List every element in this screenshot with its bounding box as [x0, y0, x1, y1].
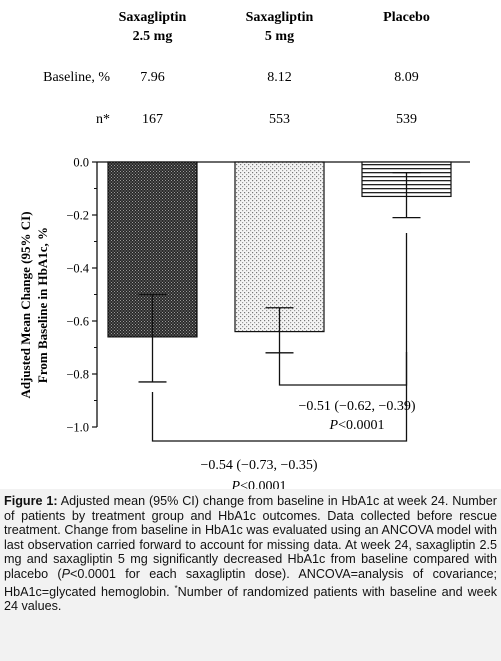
header-row-label-0: Baseline, %	[43, 70, 110, 85]
header-row-0-value-0: 7.96	[140, 70, 165, 85]
y-tick-label: 0.0	[73, 155, 89, 170]
comparison-p-value-0: P<0.0001	[329, 418, 385, 433]
bracket-5mg-vs-placebo	[280, 352, 407, 385]
group-name-0-line1: Saxagliptin	[118, 10, 187, 25]
header-row-0-value-2: 8.09	[394, 70, 419, 85]
caption-footnote-mark: *	[174, 583, 178, 593]
comparison-p-value-1: P<0.0001	[231, 479, 287, 489]
header-row-1-value-1: 553	[269, 112, 290, 127]
caption-text-3: Number of randomized patients with baseline and week 24 values.	[4, 584, 497, 614]
header-row-0-value-1: 8.12	[267, 70, 292, 85]
y-tick-label: −0.4	[66, 261, 89, 276]
bar-1	[235, 162, 324, 332]
caption-p-italic: P	[61, 566, 71, 581]
y-tick-label: −0.6	[66, 314, 89, 329]
caption-text: Adjusted mean (95% CI) change from baseline in HbA1c at week 24. Number of patients by treatment group and HbA1c outcomes. Data collected before rescue treatment. Change from baseline in HbA1c was evaluated using an ANCOVA model with last observation carried forward to account for missing data. At week 24, saxagliptin 2.5 mg and saxagliptin 5 mg significantly decreased HbA1c from baseline compared with placebo (	[4, 494, 497, 581]
comparison-estimate-0: −0.51 (−0.62, −0.39)	[298, 399, 416, 414]
y-tick-label: −0.8	[66, 367, 89, 382]
y-tick-label: −1.0	[66, 420, 89, 435]
group-name-1-line2: 5 mg	[264, 29, 295, 44]
bars	[108, 162, 451, 382]
header-row-1-value-2: 539	[396, 112, 417, 127]
comparison-estimate-1: −0.54 (−0.73, −0.35)	[200, 458, 318, 473]
caption-text-2: <0.0001 for each saxagliptin dose). ANCOVA=analysis of covariance; HbA1c=glycated hemoglobin.	[4, 566, 497, 599]
y-tick-label: −0.2	[66, 208, 89, 223]
group-name-2-line1: Placebo	[383, 10, 430, 25]
header-row-label-1: n*	[96, 112, 110, 127]
header-row-1-value-0: 167	[142, 112, 163, 127]
group-name-1-line1: Saxagliptin	[245, 10, 314, 25]
y-axis-title-line2: From Baseline in HbA1c, %	[35, 226, 50, 384]
group-name-0-line2: 2.5 mg	[132, 29, 173, 44]
group-header-table	[43, 10, 430, 127]
caption-label: Figure 1:	[4, 494, 58, 508]
figure-caption	[0, 489, 501, 661]
y-axis-title-line1: Adjusted Mean Change (95% CI)	[18, 211, 33, 399]
